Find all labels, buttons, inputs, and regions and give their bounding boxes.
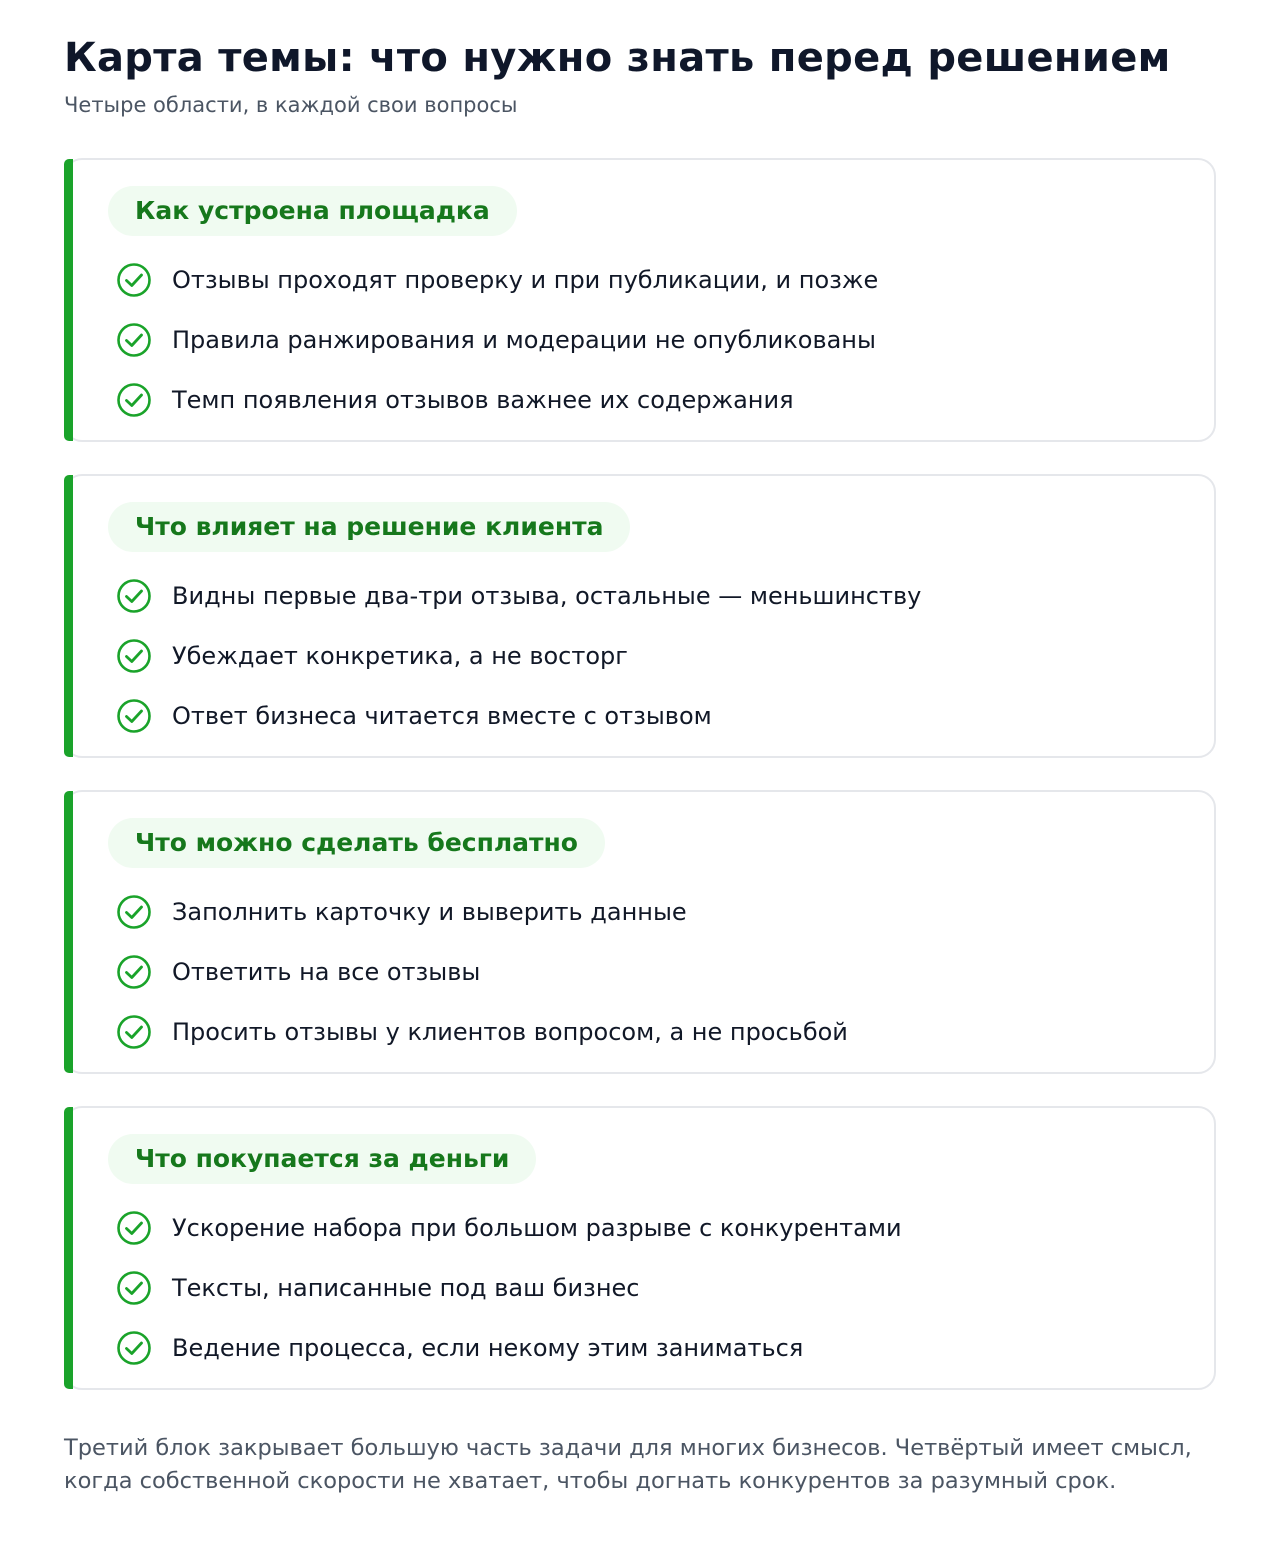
list-item bbox=[108, 566, 1174, 626]
section-list bbox=[64, 158, 1216, 1390]
list-item-text: Ответить на все отзывы bbox=[172, 958, 481, 986]
page-subtitle: Четыре области, в каждой свои вопросы bbox=[64, 93, 518, 117]
list-item-text: Заполнить карточку и выверить данные bbox=[172, 898, 687, 926]
list-item-text: Правила ранжирования и модерации не опубликованы bbox=[172, 326, 876, 354]
list-item-text: Ведение процесса, если некому этим заниматься bbox=[172, 1334, 804, 1362]
check-circle-icon bbox=[116, 894, 152, 930]
check-circle-icon bbox=[116, 578, 152, 614]
card-accent-bar bbox=[64, 1107, 73, 1389]
check-circle-icon bbox=[116, 1270, 152, 1306]
section-items bbox=[108, 882, 1174, 1062]
check-circle-icon bbox=[116, 1330, 152, 1366]
list-item bbox=[108, 1318, 1174, 1378]
section-card-free-actions bbox=[64, 790, 1216, 1074]
section-items bbox=[108, 250, 1174, 430]
list-item-text: Отзывы проходят проверку и при публикации, и позже bbox=[172, 266, 879, 294]
list-item-text: Тексты, написанные под ваш бизнес bbox=[172, 1274, 640, 1302]
card-accent-bar bbox=[64, 475, 73, 757]
check-circle-icon bbox=[116, 954, 152, 990]
check-circle-icon bbox=[116, 322, 152, 358]
list-item bbox=[108, 626, 1174, 686]
section-items bbox=[108, 566, 1174, 746]
list-item bbox=[108, 1002, 1174, 1062]
section-title: Что влияет на решение клиента bbox=[108, 502, 630, 552]
section-title: Что можно сделать бесплатно bbox=[108, 818, 605, 868]
list-item bbox=[108, 942, 1174, 1002]
card-accent-bar bbox=[64, 791, 73, 1073]
section-card-platform bbox=[64, 158, 1216, 442]
list-item-text: Ответ бизнеса читается вместе с отзывом bbox=[172, 702, 712, 730]
list-item-text: Видны первые два-три отзыва, остальные — меньшинству bbox=[172, 582, 922, 610]
list-item-text: Просить отзывы у клиентов вопросом, а не просьбой bbox=[172, 1018, 848, 1046]
check-circle-icon bbox=[116, 1210, 152, 1246]
card-accent-bar bbox=[64, 159, 73, 441]
section-title: Как устроена площадка bbox=[108, 186, 517, 236]
check-circle-icon bbox=[116, 262, 152, 298]
section-card-paid-options bbox=[64, 1106, 1216, 1390]
list-item bbox=[108, 310, 1174, 370]
list-item bbox=[108, 1258, 1174, 1318]
check-circle-icon bbox=[116, 382, 152, 418]
list-item bbox=[108, 686, 1174, 746]
list-item bbox=[108, 882, 1174, 942]
check-circle-icon bbox=[116, 1014, 152, 1050]
section-title: Что покупается за деньги bbox=[108, 1134, 536, 1184]
list-item bbox=[108, 250, 1174, 310]
footer-note: Третий блок закрывает большую часть задачи для многих бизнесов. Четвёртый имеет смысл, когда собственной скорости не хватает, чтобы догнать конкурентов за разумный срок. bbox=[64, 1435, 1192, 1494]
check-circle-icon bbox=[116, 638, 152, 674]
list-item bbox=[108, 1198, 1174, 1258]
list-item-text: Темп появления отзывов важнее их содержания bbox=[172, 386, 794, 414]
page-title: Карта темы: что нужно знать перед решением bbox=[64, 35, 1171, 81]
list-item bbox=[108, 370, 1174, 430]
check-circle-icon bbox=[116, 698, 152, 734]
section-card-client-decision bbox=[64, 474, 1216, 758]
section-items bbox=[108, 1198, 1174, 1378]
list-item-text: Ускорение набора при большом разрыве с конкурентами bbox=[172, 1214, 902, 1242]
list-item-text: Убеждает конкретика, а не восторг bbox=[172, 642, 628, 670]
